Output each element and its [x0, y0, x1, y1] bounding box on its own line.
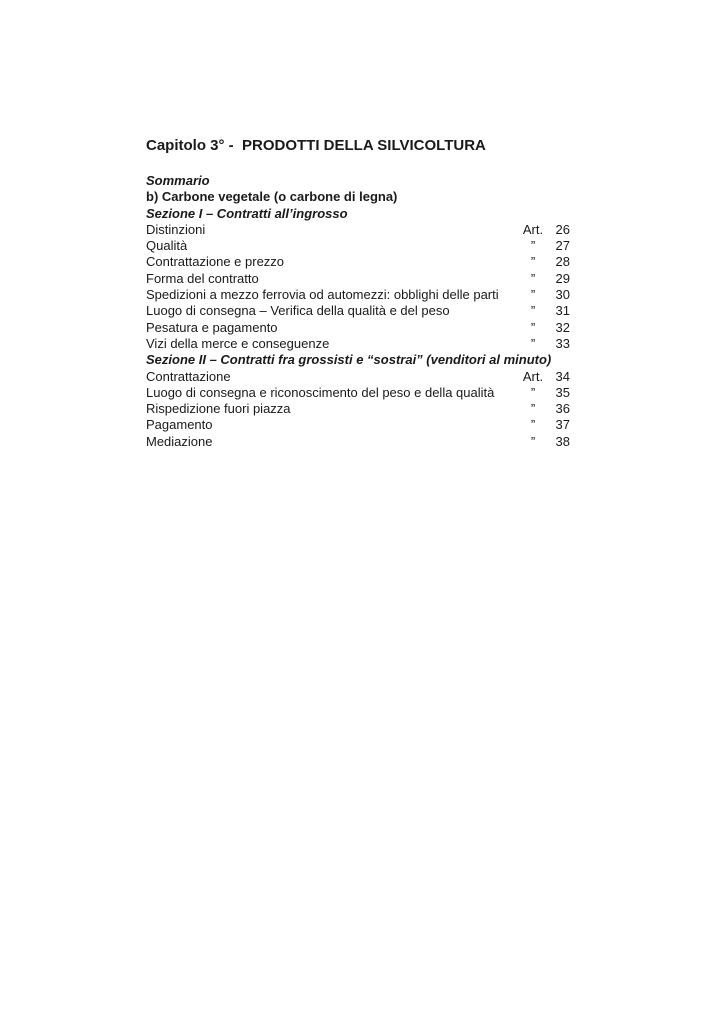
toc-entry-marker: ”	[530, 319, 536, 335]
section-heading: Sezione I – Contratti all’ingrosso	[146, 205, 348, 221]
toc-entry-number: 36	[555, 401, 570, 417]
toc-entry	[146, 254, 570, 270]
toc-entry-label: Luogo di consegna – Verifica della qualità e del peso	[146, 303, 450, 319]
toc-entry-label: Pagamento	[146, 417, 213, 433]
toc-entry-label: Pesatura e pagamento	[146, 319, 278, 335]
toc-entry-number: 38	[555, 433, 570, 449]
toc-entry-marker: ”	[530, 401, 536, 417]
toc-entry-marker: ”	[530, 303, 536, 319]
summary-block	[146, 173, 570, 450]
toc-entry-marker: ”	[530, 433, 536, 449]
toc-entry-label: Luogo di consegna e riconoscimento del peso e della qualità	[146, 384, 495, 400]
toc-entry-marker: Art.	[522, 221, 544, 237]
toc-entry-number: 37	[555, 417, 570, 433]
toc-entry-number: 32	[555, 319, 570, 335]
summary-heading: Sommario	[146, 173, 210, 188]
toc-entry	[146, 287, 570, 303]
toc-entry	[146, 401, 570, 417]
toc-entry-marker: ”	[530, 270, 536, 286]
toc-entry	[146, 271, 570, 287]
toc-entry-number: 27	[555, 238, 570, 254]
toc-entry-label: Contrattazione	[146, 368, 231, 384]
toc-entry-number: 33	[555, 335, 570, 351]
toc-entry-number: 30	[555, 287, 570, 303]
toc-entry	[146, 385, 570, 401]
toc-entry-label: Qualità	[146, 238, 188, 254]
toc-entry-label: Spedizioni a mezzo ferrovia od automezzi: obblighi delle parti	[146, 287, 499, 303]
toc-entry-marker: ”	[530, 254, 536, 270]
toc-entry-marker: ”	[530, 335, 536, 351]
toc-entry-number: 31	[555, 303, 570, 319]
toc-entry-label: Distinzioni	[146, 221, 206, 237]
toc-entry	[146, 369, 570, 385]
toc-entry-label: Vizi della merce e conseguenze	[146, 335, 330, 351]
section-heading: Sezione II – Contratti fra grossisti e “sostrai” (venditori al minuto)	[146, 352, 552, 368]
toc-entry	[146, 303, 570, 319]
toc-entry-marker: ”	[530, 238, 536, 254]
toc-entry-number: 35	[555, 384, 570, 400]
summary-subtitle: b) Carbone vegetale (o carbone di legna)	[146, 189, 398, 205]
document-page	[146, 136, 570, 450]
toc-entry-number: 26	[555, 221, 570, 237]
toc-entry-label: Forma del contratto	[146, 270, 259, 286]
toc-entry	[146, 434, 570, 450]
toc-entry	[146, 336, 570, 352]
toc-entry-label: Mediazione	[146, 433, 213, 449]
toc-entry-marker: ”	[530, 417, 536, 433]
toc-entry-label: Contrattazione e prezzo	[146, 254, 285, 270]
toc-entry-marker: Art.	[522, 368, 544, 384]
toc-entry-number: 34	[555, 368, 570, 384]
toc-entry-number: 29	[555, 270, 570, 286]
toc-entry	[146, 222, 570, 238]
toc-entry	[146, 417, 570, 433]
toc-entry-number: 28	[555, 254, 570, 270]
toc-entry-marker: ”	[530, 287, 536, 303]
toc-entry	[146, 320, 570, 336]
toc-entry-label: Rispedizione fuori piazza	[146, 401, 291, 417]
toc-entry	[146, 238, 570, 254]
chapter-title: Capitolo 3° - PRODOTTI DELLA SILVICOLTURA	[146, 137, 486, 154]
toc-entry-marker: ”	[530, 384, 536, 400]
